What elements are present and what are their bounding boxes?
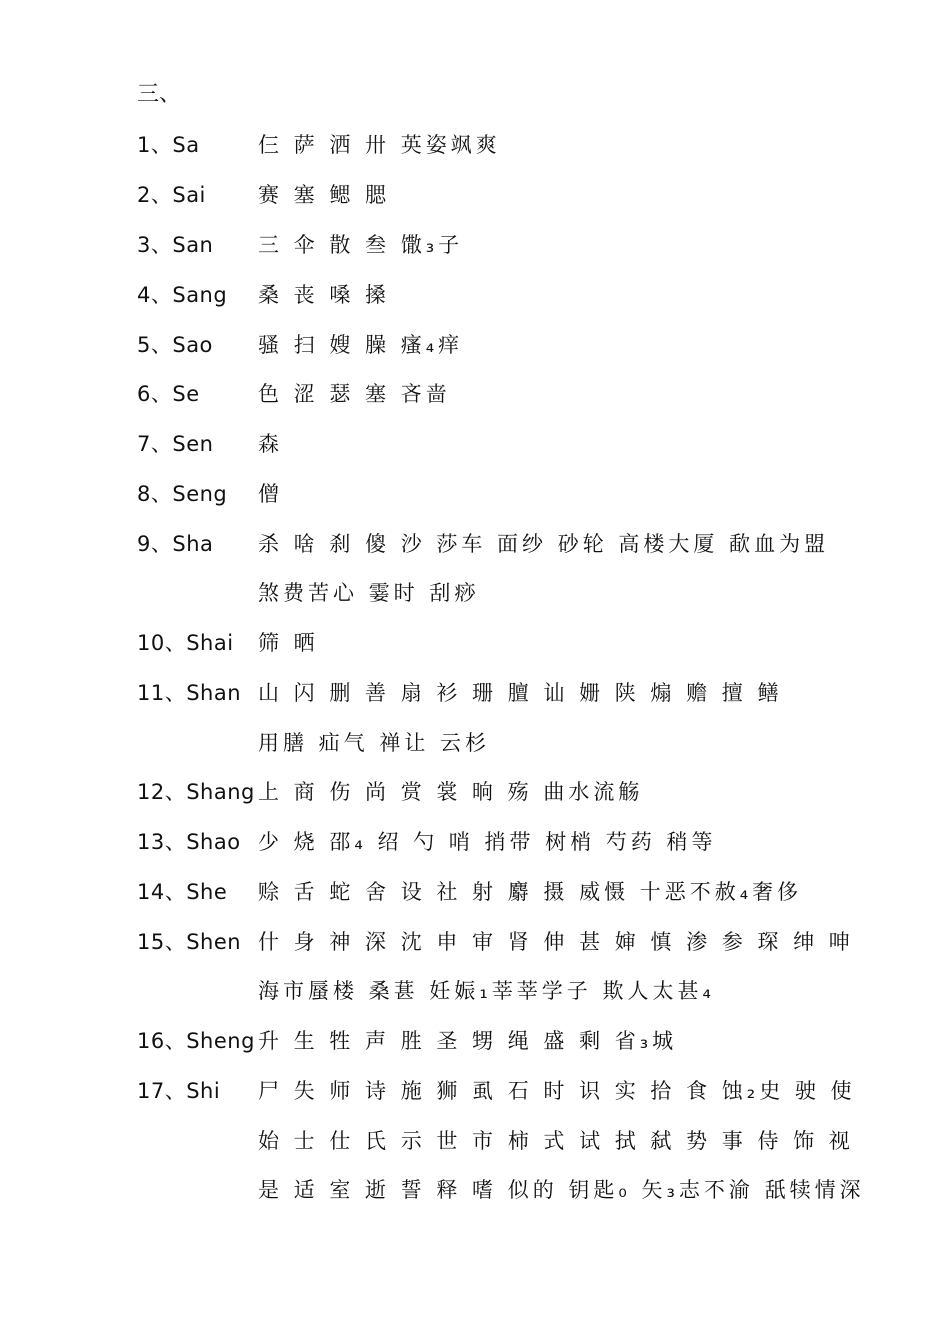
list-item: [137, 230, 897, 280]
list-item: [137, 180, 897, 230]
character-list: 升 生 牲 声 胜 圣 甥 绳 盛 剩 省₃城: [258, 1029, 678, 1053]
pinyin-label: 4、Sang: [137, 283, 228, 307]
pinyin-label: 9、Sha: [137, 532, 214, 556]
list-item: [137, 130, 897, 180]
list-item: [137, 678, 897, 728]
character-list-continued: 始 士 仕 氏 示 世 市 柿 式 试 拭 弑 势 事 侍 饰 视: [258, 1129, 854, 1153]
pinyin-label: 14、She: [137, 880, 228, 904]
pinyin-label: 12、Shang: [137, 780, 255, 804]
list-item: [137, 280, 897, 330]
character-list-continued: 煞费苦心 霎时 刮痧: [258, 581, 480, 605]
pinyin-label: 3、San: [137, 233, 214, 257]
character-list-continued: 是 适 室 逝 誓 释 嗜 似的 钥匙₀ 矢₃志不渝 舐犊情深: [258, 1178, 865, 1202]
pinyin-label: 5、Sao: [137, 333, 213, 357]
list-item: [137, 330, 897, 380]
pinyin-label: 8、Seng: [137, 482, 228, 506]
character-list: 杀 啥 刹 傻 沙 莎车 面纱 砂轮 高楼大厦 歃血为盟: [258, 532, 830, 556]
character-list: 什 身 神 深 沈 申 审 肾 伸 甚 婶 慎 渗 参 琛 绅 呻: [258, 930, 854, 954]
character-list: 上 商 伤 尚 赏 裳 晌 殇 曲水流觞: [258, 780, 644, 804]
character-list-continued: 用膳 疝气 禅让 云杉: [258, 731, 491, 755]
list-item: [137, 628, 897, 678]
list-item: [137, 1076, 897, 1126]
pinyin-label: 6、Se: [137, 382, 200, 406]
character-list: 少 烧 邵₄ 绍 勺 哨 捎带 树梢 芍药 稍等: [258, 830, 717, 854]
list-item: [137, 877, 897, 927]
character-list: 骚 扫 嫂 臊 瘙₄痒: [258, 333, 464, 357]
pinyin-label: 13、Shao: [137, 830, 241, 854]
pinyin-label: 17、Shi: [137, 1079, 221, 1103]
character-list: 僧: [258, 482, 283, 506]
list-item: [137, 777, 897, 827]
list-item: [137, 429, 897, 479]
character-list: 森: [258, 432, 283, 456]
list-item: [137, 479, 897, 529]
character-list: 仨 萨 洒 卅 英姿飒爽: [258, 133, 501, 157]
character-list: 赊 舌 蛇 舍 设 社 射 麝 摄 威慑 十恶不赦₄奢侈: [258, 880, 803, 904]
character-list: 桑 丧 嗓 搡: [258, 283, 391, 307]
pinyin-label: 2、Sai: [137, 183, 206, 207]
pinyin-label: 1、Sa: [137, 133, 200, 157]
pinyin-label: 10、Shai: [137, 631, 234, 655]
list-item: [137, 927, 897, 977]
list-item: [137, 529, 897, 579]
list-item: [137, 827, 897, 877]
character-list: 色 涩 瑟 塞 吝啬: [258, 382, 451, 406]
pinyin-label: 11、Shan: [137, 681, 242, 705]
character-list: 筛 晒: [258, 631, 319, 655]
section-heading: 三、: [137, 82, 182, 107]
character-list-continued: 海市蜃楼 桑葚 妊娠₁莘莘学子 欺人太甚₄: [258, 979, 715, 1003]
pinyin-label: 7、Sen: [137, 432, 214, 456]
list-item: [137, 379, 897, 429]
pinyin-label: 16、Sheng: [137, 1029, 255, 1053]
character-list: 山 闪 删 善 扇 衫 珊 膻 讪 姗 陕 煽 赡 擅 鳝: [258, 681, 783, 705]
character-list: 三 伞 散 叁 馓₃子: [258, 233, 464, 257]
list-item: [137, 1026, 897, 1076]
character-list: 尸 失 师 诗 施 狮 虱 石 时 识 实 拾 食 蚀₂史 驶 使: [258, 1079, 856, 1103]
character-list: 赛 塞 鳃 腮: [258, 183, 391, 207]
pinyin-label: 15、Shen: [137, 930, 242, 954]
